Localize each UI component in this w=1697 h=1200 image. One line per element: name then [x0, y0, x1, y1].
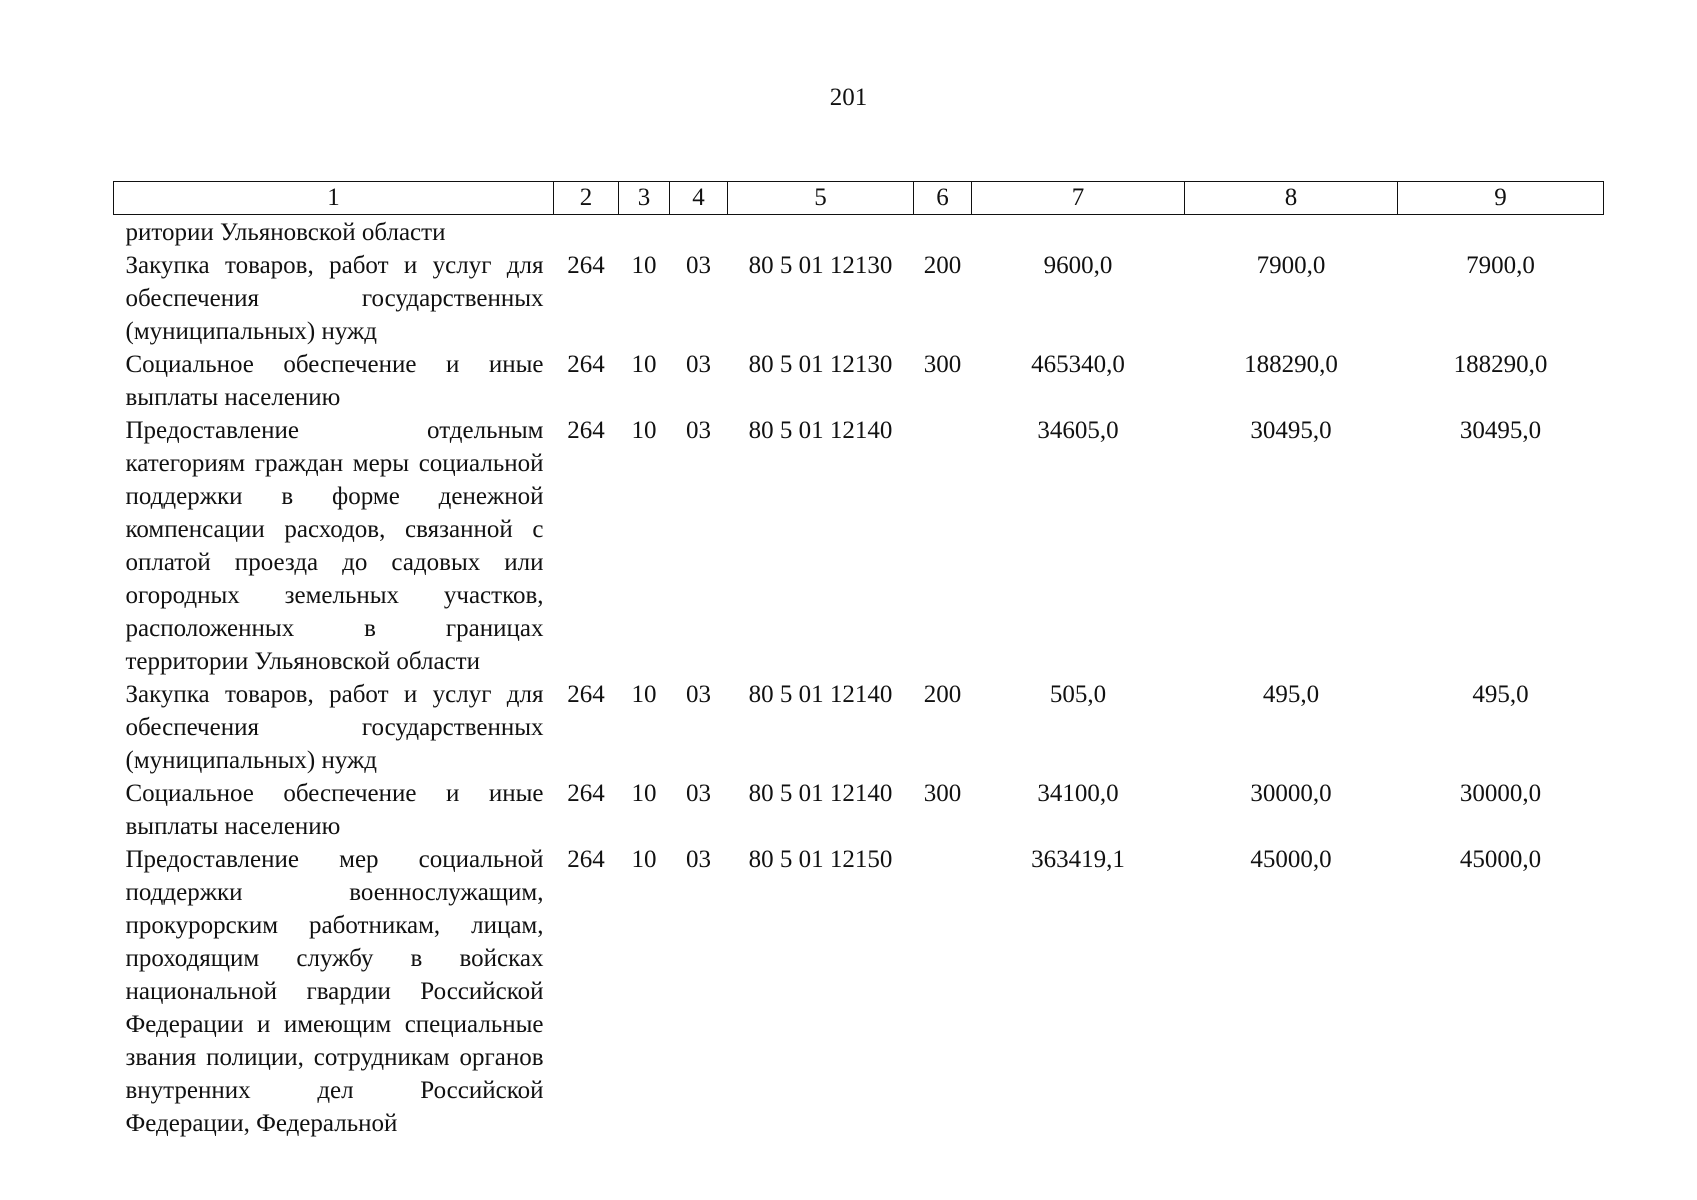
column-header: 7	[972, 182, 1185, 215]
cell-amount-col9: 188290,0	[1453, 351, 1548, 378]
cell-target-article: 80 5 01 12140	[748, 417, 893, 444]
cell-amount-col8: 45000,0	[1250, 846, 1332, 873]
column-header: 4	[670, 182, 728, 215]
cell-expense-type: 300	[923, 351, 962, 378]
cell-section: 10	[631, 252, 657, 279]
row-description: Социальное обеспечение и иные выплаты населению	[125, 780, 544, 840]
cell-amount-col7	[972, 215, 1185, 250]
column-header: 9	[1398, 182, 1604, 215]
cell-expense-type: 300	[923, 780, 962, 807]
cell-ministry-code: 264	[567, 351, 605, 378]
row-description: Предоставление отдельным категориям граждан меры социальной поддержки в форме денежной компенсации расходов, связанной с оплатой проезда до садовых или огородных земельных участков, расположенных в границах территории Ульяновской области	[125, 417, 544, 675]
cell-ministry-code: 264	[567, 780, 605, 807]
cell-section: 10	[631, 417, 657, 444]
cell-amount-col7: 9600,0	[1043, 252, 1113, 279]
cell-section	[619, 215, 670, 250]
cell-subsection: 03	[686, 780, 711, 807]
cell-target-article: 80 5 01 12130	[748, 252, 893, 279]
cell-subsection	[670, 215, 728, 250]
cell-ministry-code: 264	[567, 252, 605, 279]
page-number: 201	[829, 84, 868, 111]
cell-amount-col9: 30000,0	[1459, 780, 1542, 807]
cell-ministry-code: 264	[567, 417, 605, 444]
table-row	[114, 678, 1604, 777]
cell-amount-col9: 7900,0	[1466, 252, 1535, 279]
cell-amount-col7: 363419,1	[1031, 846, 1125, 873]
cell-subsection: 03	[686, 681, 711, 708]
cell-section: 10	[631, 351, 657, 378]
cell-amount-col7: 34100,0	[1037, 780, 1119, 807]
column-header: 1	[114, 182, 554, 215]
cell-amount-col9	[1398, 215, 1604, 250]
column-header: 2	[554, 182, 619, 215]
cell-target-article: 80 5 01 12140	[748, 681, 893, 708]
cell-target-article: 80 5 01 12140	[748, 780, 893, 807]
cell-expense-type: 200	[923, 681, 962, 708]
row-description: Предоставление мер социальной поддержки военнослужащим, прокурорским работникам, лицам, проходящим службу в войсках национальной гвардии Российской Федерации и имеющим специальные звания полиции, сотрудникам органов внутренних дел Российской Федерации, Федеральной	[125, 846, 544, 1137]
cell-ministry-code: 264	[567, 681, 605, 708]
cell-amount-col8: 495,0	[1262, 681, 1320, 708]
cell-amount-col8: 188290,0	[1244, 351, 1338, 378]
column-header: 5	[728, 182, 914, 215]
cell-section: 10	[631, 780, 657, 807]
cell-amount-col7: 34605,0	[1037, 417, 1119, 444]
cell-target-article	[728, 215, 914, 250]
cell-subsection: 03	[686, 846, 711, 873]
cell-amount-col9: 45000,0	[1459, 846, 1542, 873]
cell-subsection: 03	[686, 417, 711, 444]
row-description: Социальное обеспечение и иные выплаты населению	[125, 351, 544, 411]
cell-expense-type	[914, 414, 972, 678]
cell-target-article: 80 5 01 12150	[748, 846, 893, 873]
table-row	[114, 843, 1604, 1140]
cell-amount-col9: 30495,0	[1459, 417, 1542, 444]
cell-section: 10	[631, 846, 657, 873]
column-header: 3	[619, 182, 670, 215]
header-row	[114, 182, 1604, 215]
cell-amount-col7: 465340,0	[1031, 351, 1125, 378]
cell-target-article: 80 5 01 12130	[748, 351, 893, 378]
table-row	[114, 348, 1604, 414]
cell-subsection: 03	[686, 351, 711, 378]
budget-table	[113, 181, 1604, 1140]
cell-expense-type	[914, 843, 972, 1140]
row-description: ритории Ульяновской области	[125, 219, 446, 246]
row-description: Закупка товаров, работ и услуг для обеспечения государственных (муниципальных) нужд	[125, 681, 544, 774]
cell-amount-col9: 495,0	[1472, 681, 1529, 708]
cell-expense-type	[914, 215, 972, 250]
table-row	[114, 414, 1604, 678]
row-description: Закупка товаров, работ и услуг для обеспечения государственных (муниципальных) нужд	[125, 252, 544, 345]
cell-amount-col8: 7900,0	[1256, 252, 1326, 279]
cell-ministry-code: 264	[567, 846, 605, 873]
cell-amount-col7: 505,0	[1049, 681, 1107, 708]
column-header: 6	[914, 182, 972, 215]
table-row	[114, 777, 1604, 843]
table-row	[114, 249, 1604, 348]
cell-amount-col8: 30495,0	[1250, 417, 1332, 444]
cell-amount-col8: 30000,0	[1250, 780, 1332, 807]
table-row	[114, 215, 1604, 250]
cell-subsection: 03	[686, 252, 711, 279]
cell-section: 10	[631, 681, 657, 708]
cell-expense-type: 200	[923, 252, 962, 279]
column-header: 8	[1185, 182, 1398, 215]
cell-ministry-code	[554, 215, 619, 250]
cell-amount-col8	[1185, 215, 1398, 250]
